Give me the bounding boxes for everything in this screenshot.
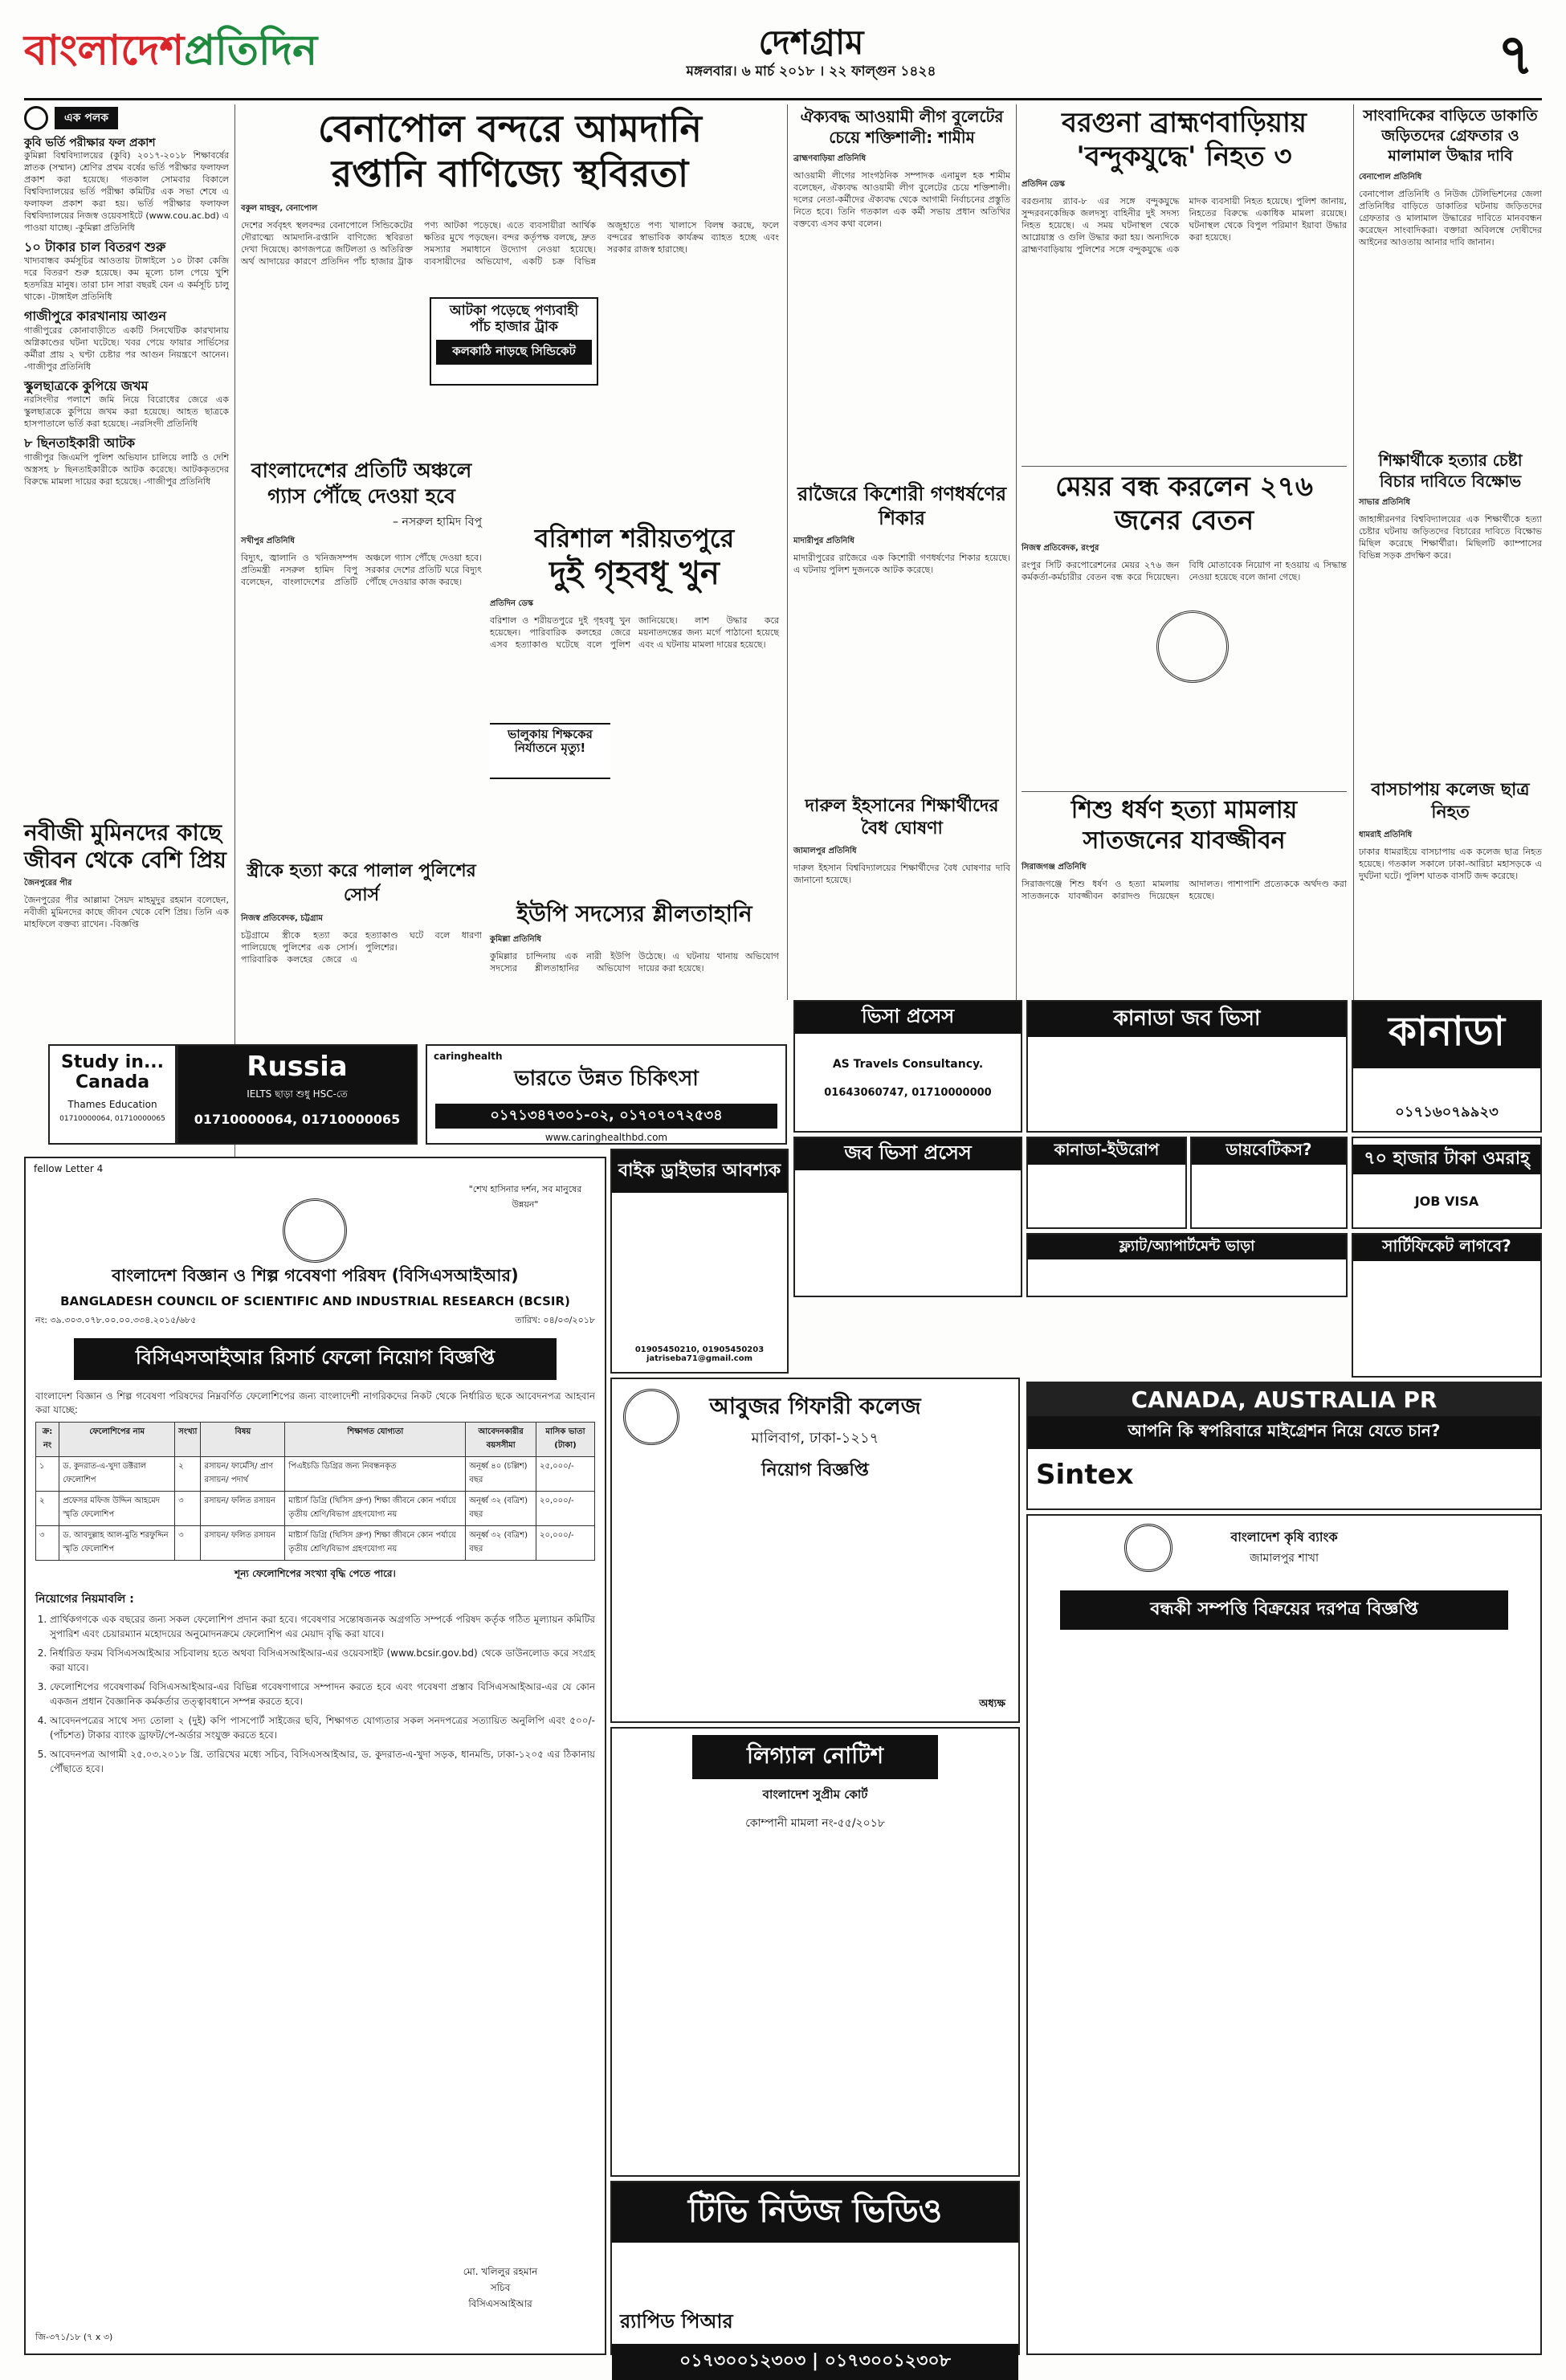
ad-title: কানাডা-ইউরোপ [1028,1138,1185,1165]
ad-canada-big[interactable] [1352,1000,1542,1133]
signatory-title: সচিব [490,2282,511,2293]
article-oikyabaddho[interactable] [793,106,1010,467]
column-rule [787,104,788,1000]
brief-item-title: গাজীপুরে কারখানায় আগুন [24,308,167,325]
bcsir-memo: নং: ৩৯.৩০৩.০৭৮.০০.০০.৩৩৪.২০১৫/৬৮৫ [35,1315,197,1325]
ad-brand: র‌্যাপিড পিআর [620,2310,733,2333]
brief-item-title: ৮ ছিনতাইকারী আটক [24,435,136,451]
bcsir-date: তারিখ: ০৪/০৩/২০১৮ [515,1315,595,1325]
section-divider [1022,791,1347,792]
table-cell: পিএইচডি ডিগ্রির জন্য নিবন্ধনকৃত [285,1457,466,1492]
ad-phone: 01905450210, 01905450203 jatriseba71@gmail.com [634,1345,765,1363]
bank-branch: জামালপুর শাখা [1249,1552,1319,1565]
ad-krishi-bank[interactable] [1026,1514,1542,2355]
section-divider [1022,466,1347,467]
barishal-callout [490,723,610,779]
column-rule [1353,104,1354,1000]
article-body: দেশের সর্ববৃহৎ স্থলবন্দর বেনাপোলে সিন্ডিকেটের দৌরাত্ম্যে আমদানি-রপ্তানি বাণিজ্যে স্থবিরতা দেখা দিয়েছে। কাগজপত্রে জটিলতা ও অতিরিক্ত অর্থ আদায়ের কারণে প্রতিদিন পাঁচ হাজার ট্রাক পণ্য আটকা পড়েছে। এতে ব্যবসায়ীরা আর্থিক ক্ষতির মুখে পড়ছেন। বন্দর কর্তৃপক্ষ বলছে, দ্রুত সমস্যার সমাধানে উদ্যোগ নেওয়া হয়েছে। ব্যবসায়ীদের অভিযোগ, একটি চক্র বিভিন্ন অজুহাতে পণ্য খালাসে বিলম্ব করছে, ফলে বন্দরের স্বাভাবিক কার্যক্রম ব্যাহত হচ্ছে এবং সরকার রাজস্ব হারাচ্ছে। [241,220,779,267]
article-headline: ইউপি সদস্যের শ্লীলতাহানি [516,900,752,927]
ad-title: আবুজর গিফারী কলেজ [709,1393,921,1419]
brief-item-title: কুবি ভর্তি পরীক্ষার ফল প্রকাশ [24,137,156,149]
article-headline: সাংবাদিকের বাড়িতে ডাকাতি জড়িতদের গ্রেফতার ও মালামাল উদ্ধার দাবি [1363,107,1538,165]
brief-item-body: গাজীপুর জিএমপি পুলিশ অভিযান চালিয়ে লাঠি ও দেশি অস্ত্রসহ ৮ ছিনতাইকারীকে আটক করেছে। আটককৃতদের বিরুদ্ধে মামলা দায়ের করা হয়েছে। -গাজীপুর প্রতিনিধি [24,451,229,487]
ad-title: ভিসা প্রসেস [795,1002,1021,1034]
table-header-row [36,1423,595,1457]
ad-title: ভারতে উন্নত চিকিৎসা [514,1067,699,1091]
article-byline: ধামরাই প্রতিনিধি [1359,831,1413,839]
article-teacher[interactable] [1359,450,1542,771]
page-number: ৭ [1497,22,1534,88]
brief-item [24,309,229,372]
table-header: শিক্ষাগত যোগ্যতা [285,1423,466,1457]
column-rule [1016,104,1017,1000]
table-cell: ২৫,০০০/- [536,1457,595,1492]
article-byline: জামালপুর প্রতিনিধি [793,847,857,855]
ad-sub: মালিবাগ, ঢাকা-১২১৭ [751,1430,879,1447]
article-body: দারুল ইহসান বিশ্ববিদ্যালয়ের শিক্ষার্থীদের বৈধ ঘোষণার দাবি জানানো হয়েছে। [793,863,1010,885]
article-byline: ব্রাহ্মণবাড়িয়া প্রতিনিধি [793,154,867,163]
table-header: ফেলোশিপের নাম [59,1423,175,1457]
bcsir-table-wrap [26,1422,605,1561]
ad-visa-process[interactable] [793,1000,1022,1133]
ad-title: টিভি নিউজ ভিডিও [612,2182,1018,2243]
ad-brand: caringhealth [434,1051,503,1062]
bank-org: বাংলাদেশ কৃষি ব্যাংক [1230,1529,1338,1545]
city-corporation-seal-icon [1156,610,1229,683]
table-cell: মাষ্টার্স ডিগ্রি (থিসিস গ্রুপ) শিক্ষা জীবনে কোন পর্যায়ে তৃতীয় শ্রেণি/বিভাগ গ্রহণযোগ্য নয় [285,1492,466,1526]
article-byline: নিজস্ব প্রতিবেদক, চট্টগ্রাম [241,914,323,923]
article-rajoir[interactable] [793,482,1010,787]
ad-phone: ০১৭১৬০৭৯৯২৩ [1395,1104,1499,1121]
article-bus[interactable] [1359,779,1542,996]
bcsir-quote: "শেখ হাসিনার দর্শন, সব মানুষের উন্নয়ন" [468,1184,582,1210]
signatory-name: মো. খলিলুর রহমান [463,2266,538,2277]
bcsir-note: শূন্য ফেলোশিপের সংখ্যা বৃদ্ধি পেতে পারে। [234,1568,396,1579]
article-barishal[interactable] [490,522,779,867]
table-cell: ২ [36,1492,59,1526]
callout-line: কলকাঠি নাড়ছে সিন্ডিকেট [436,340,592,365]
section-title: দেশগ্রাম [758,22,864,62]
article-headline: রপ্তানি বাণিজ্যে স্থবিরতা [331,152,689,195]
ad-canada-job-visa[interactable] [1026,1000,1348,1133]
article-headline: নবীজী মুমিনদের কাছে জীবন থেকে বেশি প্রিয় [24,819,226,873]
brief-item-body: গাজীপুরের কোনাবাড়ীতে একটি সিনথেটিক কারখানায় অগ্নিকাণ্ডের ঘটনা ঘটেছে। খবর পেয়ে ফায়ার সার্ভিসের কর্মীরা প্রায় ২ ঘণ্টা চেষ্টার পর আগুন নিয়ন্ত্রণে আনেন। -গাজীপুর প্রতিনিধি [24,325,229,372]
ad-abujar-college[interactable] [610,1378,1020,1723]
article-byline: বেনাপোল প্রতিনিধি [1359,173,1422,182]
table-cell: মাষ্টার্স ডিগ্রি (থিসিস গ্রুপ) শিক্ষা জীবনে কোন পর্যায়ে তৃতীয় শ্রেণি/বিভাগ গ্রহণযোগ্য নয় [285,1526,466,1561]
bcsir-memo-row [26,1308,605,1333]
ad-job-visa-process[interactable] [793,1137,1022,1297]
ad-phone: ০১৭৩০০১২৩০৩ | ০১৭৩০০১২৩০৮ [612,2344,1018,2380]
ad-sub: বাংলাদেশ সুপ্রীম কোর্ট [762,1787,868,1802]
college-logo-icon [623,1389,679,1445]
ad-caring-health[interactable] [426,1044,787,1145]
callout-text: ভালুকায় শিক্ষকের নির্যাতনে মৃত্যু! [508,727,593,756]
table-cell: ড. আবদুল্লাহ আল-মুতি শরফুদ্দিন স্মৃতি ফেলোশিপ [59,1526,175,1561]
brief-logo-icon [24,106,48,130]
article-byline: বকুল মাহবুব, বেনাপোল [241,204,318,213]
bcsir-rule: 2. নির্ধারিত ফরম বিসিএসআইআর সচিবালয় হতে অথবা বিসিএসআইআর-এর ওয়েবসাইট (www.bcsir.gov.bd) থেকে ডাউনলোড করে সংগ্রহ করা যাবে। [50,1646,595,1675]
bcsir-rules [50,1612,595,1776]
table-cell: রসায়ন/ ফলিত রসায়ন [201,1492,285,1526]
ad-heading: নিয়োগ বিজ্ঞপ্তি [761,1460,869,1480]
table-cell: রসায়ন/ ফলিত রসায়ন [201,1526,285,1561]
brief-item-body: নরসিংদীর পলাশে জমি নিয়ে বিরোধের জেরে এক স্কুলছাত্রকে কুপিয়ে জখম করা হয়েছে। আহত ছাত্রকে হাসপাতালে ভর্তি করা হয়েছে। -নরসিংদী প্রতিনিধি [24,394,229,430]
article-body: চট্টগ্রামে স্ত্রীকে হত্যা করে পালিয়েছে পুলিশের এক সোর্স। পারিবারিক কলহের জেরে এ হত্যাকাণ্ড ঘটে বলে ধারণা পুলিশের। [241,930,482,965]
article-body: বেনাপোল প্রতিনিধি ও নিউজ টেলিভিশনের জেলা প্রতিনিধির বাড়িতে ডাকাতির ঘটনায় জড়িতদের গ্রেফতার ও মালামাল উদ্ধারের দাবিতে মানববন্ধন করেছেন সাংবাদিকরা। বক্তারা অবিলম্বে দোষীদের আইনের আওতায় আনার দাবি জানান। [1359,189,1542,247]
bcsir-table [35,1422,595,1561]
ad-sub: JOB VISA [1414,1194,1479,1209]
article-byline: কুমিল্লা প্রতিনিধি [490,935,542,944]
table-cell: ৩ [36,1526,59,1561]
article-byline: নিজস্ব প্রতিবেদক, রংপুর [1022,544,1099,553]
table-cell: ড. কুদরাত-এ-খুদা ডক্টরাল ফেলোশিপ [59,1457,175,1492]
ad-russia[interactable] [177,1044,418,1145]
ad-certificate[interactable] [1352,1233,1542,1378]
article-byline: সাভার প্রতিনিধি [1359,498,1410,507]
ad-title: কানাডা [1353,1002,1540,1068]
ad-canada-europe[interactable] [1026,1137,1187,1229]
article-headline: স্ত্রীকে হত্যা করে পালাল পুলিশের সোর্স [247,861,476,905]
article-headline: 'বন্দুকযুদ্ধে' নিহত ৩ [1076,141,1292,173]
benapole-callout [430,297,598,386]
ad-diabetic[interactable] [1190,1137,1348,1229]
article-body: রংপুর সিটি করপোরেশনের মেয়র ২৭৬ জন কর্মকর্তা-কর্মচারীর বেতন বন্ধ করে দিয়েছেন। বিধি মোতাবেক নিয়োগ না হওয়ায় এ সিদ্ধান্ত নেওয়া হয়েছে বলে জানা গেছে। [1022,560,1347,582]
signatory-org: বিসিএসআইআর [468,2298,532,2309]
ad-url: www.caringhealthbd.com [544,1132,668,1143]
ad-phone: 01710000064, 01710000065 [59,1115,165,1123]
article-headline: বাংলাদেশের প্রতিটি অঞ্চলে গ্যাস পৌঁছে দেওয়া হবে [251,459,472,508]
article-barguna[interactable] [1022,106,1347,459]
article-byline: মাদারীপুর প্রতিনিধি [793,537,854,545]
ad-tv-news[interactable] [610,2181,1020,2371]
article-journalist[interactable] [1359,106,1542,443]
table-cell: অনূর্ধ্ব ৩২ (বত্রিশ) বছর [466,1526,536,1561]
ad-phone: 01710000064, 01710000065 [194,1112,401,1127]
article-headline: শিশু ধর্ষণ হত্যা মামলায় সাতজনের যাবজ্জীবন [1071,796,1298,855]
article-gas[interactable] [241,458,482,851]
ad-brand: Thames Education [67,1099,157,1110]
table-cell: প্রফেসর মফিজ উদ্দিন আহমেদ স্মৃতি ফেলোশিপ [59,1492,175,1526]
article-body: জাহাঙ্গীরনগর বিশ্ববিদ্যালয়ের এক শিক্ষার্থীকে হত্যা চেষ্টার ঘটনায় জড়িতদের বিচারের দাবিতে বিক্ষোভ মিছিল করেছে শিক্ষার্থীরা। মিছিলটি ক্যাম্পাসের বিভিন্ন সড়ক প্রদক্ষিণ করে। [1359,514,1542,561]
ad-title: Russia [247,1051,348,1083]
article-child[interactable] [1022,795,1347,996]
ad-flat-rent[interactable] [1026,1233,1348,1297]
article-benapole[interactable] [241,106,779,451]
article-headline: রাজৈরে কিশোরী গণধর্ষণের শিকার [797,483,1007,529]
ad-sub: AS Travels Consultancy. [832,1058,984,1071]
article-up[interactable] [490,900,779,1044]
table-header: ক্র: নং [36,1423,59,1457]
table-cell: ২০,০০০/- [536,1526,595,1561]
article-headline: শিক্ষার্থীকে হত্যার চেষ্টা বিচার দাবিতে বিক্ষোভ [1378,451,1523,491]
table-cell: ১ [36,1457,59,1492]
article-body: সিরাজগঞ্জে শিশু ধর্ষণ ও হত্যা মামলায় সাতজনকে যাবজ্জীবন কারাদণ্ড দিয়েছেন আদালত। পাশাপাশি প্রত্যেককে অর্থদণ্ড করা হয়েছে। [1022,879,1347,901]
bcsir-rule: 1. প্রার্থিকগণকে এক বছরের জন্য সকল ফেলোশিপ প্রদান করা হবে। গবেষণার সন্তোষজনক অগ্রগতি সম্পর্কে পরিষদ কর্তৃক গঠিত মূল্যায়ন কমিটির সুপারিশ এবং চেয়ারম্যান মহোদয়ের অনুমোদনক্রমে ফেলোশিপ এর মেয়াদ বৃদ্ধি করা যাবে। [50,1612,595,1641]
bcsir-ref: fellow Letter 4 [34,1163,104,1174]
logo-part-2: প্রতিদিন [184,27,318,75]
brief-item [24,137,229,234]
newspaper-logo[interactable] [24,18,317,88]
article-darul[interactable] [793,795,1010,996]
bank-logo-icon [1124,1524,1172,1572]
ad-title: সার্টিফিকেট লাগবে? [1353,1235,1540,1261]
article-body: আওয়ামী লীগের সাংগঠনিক সম্পাদক এনামুল হক শামীম বলেছেন, ঐক্যবদ্ধ আওয়ামী লীগ বুলেটের চেয়ে শক্তিশালী। দলের নেতা-কর্মীদের ঐক্যবদ্ধ থেকে আগামী নির্বাচনের প্রস্তুতি নিতে হবে। তিনি গতকাল এক কর্মী সভায় প্রধান অতিথির বক্তব্যে এসব কথা বলেন। [793,170,1010,229]
article-nabiji[interactable] [24,819,229,1008]
article-headline: দারুল ইহসানের শিক্ষার্থীদের বৈধ ঘোষণা [805,796,999,839]
ad-phone: ০১৭১৩৪৭৩০১-০২, ০১৭০৭০৭২৫৩৪ [435,1104,777,1129]
bcsir-org-en: BANGLADESH COUNCIL OF SCIENTIFIC AND INDUSTRIAL RESEARCH (BCSIR) [60,1294,570,1308]
ad-thames-canada[interactable] [48,1044,177,1145]
ad-title: জব ভিসা প্রসেস [795,1138,1021,1170]
article-headline: বরিশাল শরীয়তপুরে [534,523,735,553]
ad-title: ডায়বেটিকস? [1192,1138,1346,1165]
table-cell: ২ [175,1457,201,1492]
article-headline: বেনাপোল বন্দরে আমদানি [317,107,703,150]
article-byline: জৈনপুরের পীর [24,879,72,888]
bcsir-intro: বাংলাদেশ বিজ্ঞান ও শিল্প গবেষণা পরিষদের নিম্নবর্ণিত ফেলোশিপের জন্য বাংলাদেশী নাগরিকদের নিকট থেকে নির্ধারিত ছকে আবেদনপত্র আহবান করা যাচ্ছে: [35,1390,595,1415]
bcsir-rule: 5. আবেদনপত্র আগামী ২৫.০৩.২০১৮ খ্রি. তারিখের মধ্যে সচিব, বিসিএসআইআর, ড. কুদরাত-এ-খুদা সড়ক, ধানমন্ডি, ঢাকা-১২০৫ এর ঠিকানায় পৌঁছাতে হবে। [50,1747,595,1776]
ad-sub: আপনি কি স্বপরিবারে মাইগ্রেশন নিয়ে যেতে চান? [1028,1416,1540,1449]
ad-brand: Sintex [1036,1459,1134,1491]
brief-header-label: এক পলক [55,107,118,129]
ad-title: বাইক ড্রাইভার আবশ্যক [612,1150,787,1193]
brief-item [24,240,229,303]
bcsir-rule: 3. ফেলোশিপের গবেষণাকর্ম বিসিএসআইআর-এর বিভিন্ন গবেষণাগারে সম্পাদন করতে হবে এবং গবেষণা প্রস্তাব বিসিএসআইআর-এর যে কোন একজন প্রধান বৈজ্ঞানিক কর্মকর্তার তত্ত্বাবধানে সম্পন্ন করতে হবে। [50,1680,595,1708]
masthead-rule [24,98,1542,100]
ad-sub: IELTS ছাড়া শুধু HSC-তে [247,1088,348,1100]
brief-item-body: কুমিল্লা বিশ্ববিদ্যালয়ের (কুবি) ২০১৭-২০১৮ শিক্ষাবর্ষের স্নাতক (সম্মান) শ্রেণির প্রথম বর্ষের ভর্তি পরীক্ষার ফলাফল প্রকাশ করা হয়েছে। গতকাল সোমবার বিকালে বিশ্ববিদ্যালয়ের ভর্তি পরীক্ষা কমিটির এক সভা শেষে এ ফলাফল প্রকাশ করা হয়। ভর্তি পরীক্ষার ফলাফল বিশ্ববিদ্যালয়ের নিজস্ব ওয়েবসাইটে (www.cou.ac.bd) এ পাওয়া যাচ্ছে। -কুমিল্লা প্রতিনিধি [24,150,229,234]
bcsir-org-bn: বাংলাদেশ বিজ্ঞান ও শিল্প গবেষণা পরিষদ (বিসিএসআইআর) [112,1266,519,1285]
article-byline: প্রতিদিন ডেস্ক [490,599,534,608]
article-body: বরগুনায় র‌্যাব-৮ এর সঙ্গে বন্দুকযুদ্ধে সুন্দরবনকেন্দ্রিক জলদস্যু বাহিনীর দুই সদস্য নিহত হয়েছে। এ সময় ঘটনাস্থল থেকে আগ্নেয়াস্ত্র ও গুলি উদ্ধার করা হয়। অন্যদিকে ব্রাহ্মণবাড়িয়ায় পুলিশের সঙ্গে বন্দুকযুদ্ধে এক মাদক ব্যবসায়ী নিহত হয়েছে। পুলিশ জানায়, নিহতের বিরুদ্ধে একাধিক মামলা রয়েছে। ঘটনাস্থল থেকে বিপুল পরিমাণ ইয়াবা উদ্ধার করা হয়েছে। [1022,196,1347,255]
article-body: কুমিল্লার চান্দিনায় এক নারী ইউপি সদস্যের শ্লীলতাহানির অভিযোগ উঠেছে। এ ঘটনায় থানায় অভিযোগ দায়ের করা হয়েছে। [490,951,779,974]
table-row [36,1457,595,1492]
table-header: সংখ্যা [175,1423,201,1457]
article-subheadline: – নসরুল হামিদ বিপু [393,516,482,529]
ad-bike-driver[interactable] [610,1149,789,1374]
bank-title: বন্ধকী সম্পত্তি বিক্রয়ের দরপত্র বিজ্ঞপ্তি [1060,1590,1508,1630]
brief-item [24,379,229,430]
table-row [36,1492,595,1526]
issue-date: মঙ্গলবার। ৬ মার্চ ২০১৮ । ২২ ফাল্গুন ১৪২৪ [686,63,936,80]
article-headline: বাসচাপায় কলেজ ছাত্র নিহত [1371,780,1530,823]
callout-line: আটকা পড়েছে পণ্যবাহী [449,303,579,319]
brief-item-body: খাদ্যবান্ধব কর্মসূচির আওতায় টাঙ্গাইলে ১০ টাকা কেজি দরে বিতরণ শুরু হয়েছে। কম মূল্যে চাল পেয়ে খুশি হতদরিদ্র মানুষ। তারা চান সারা বছরই যেন এ কর্মসূচি চালু থাকে। -টাঙ্গাইল প্রতিনিধি [24,255,229,303]
callout-line: পাঁচ হাজার ট্রাক [470,318,558,335]
article-body: বরিশাল ও শরীয়তপুরে দুই গৃহবধূ খুন হয়েছেন। পারিবারিক কলহের জেরে এসব হত্যাকাণ্ড ঘটেছে বলে পুলিশ জানিয়েছে। লাশ উদ্ধার করে ময়নাতদন্তের জন্য মর্গে পাঠানো হয়েছে এবং এ ঘটনায় মামলা দায়ের হয়েছে। [490,615,779,650]
article-body: মাদারীপুরের রাজৈরে এক কিশোরী গণধর্ষণের শিকার হয়েছে। এ ঘটনায় পুলিশ দুজনকে আটক করেছে। [793,553,1010,575]
table-header: বিষয় [201,1423,285,1457]
article-byline: প্রতিদিন ডেস্ক [1022,180,1066,189]
brief-item-title: স্কুলছাত্রকে কুপিয়ে জখম [24,378,149,394]
table-cell: ২০,০০০/- [536,1492,595,1526]
table-cell: অনূর্ধ্ব ৩২ (বত্রিশ) বছর [466,1492,536,1526]
bcsir-circular[interactable] [24,1157,606,2355]
article-body: জৈনপুরের পীর আল্লামা সৈয়দ মাহমুদুর রহমান বলেছেন, নবীজী মুমিনদের কাছে জীবন থেকে বেশি প্রিয়। তিনি এক মাহফিলে বক্তব্য রাখেন। -বিজ্ঞপ্তি [24,895,229,929]
masthead [24,11,1542,100]
table-cell: ৩ [175,1492,201,1526]
ad-title: CANADA, AUSTRALIA PR [1028,1383,1540,1416]
table-cell: ৩ [175,1526,201,1561]
brief-header [24,106,229,130]
brief-column [24,106,229,909]
table-header: আবেদনকারীর বয়সসীমা [466,1423,536,1457]
brief-item-title: ১০ টাকার চাল বিতরণ শুরু [24,239,166,255]
article-headline: বরগুনা ব্রাহ্মণবাড়িয়ায় [1062,107,1307,139]
table-cell: রসায়ন/ ফার্মেসি/ প্রাণ রসায়ন/ পদার্থ [201,1457,285,1492]
bcsir-signature [420,2265,581,2313]
ad-title: কানাডা জব ভিসা [1028,1002,1346,1037]
ad-signature: অধ্যক্ষ [979,1698,1005,1710]
table-header: মাসিক ভাতা (টাকা) [536,1423,595,1457]
article-headline: দুই গৃহবধূ খুন [549,555,720,592]
ad-title: Study in... Canada [60,1052,165,1092]
bcsir-title: বিসিএসআইআর রিসার্চ ফেলো নিয়োগ বিজ্ঞপ্তি [74,1338,557,1380]
article-wife[interactable] [241,859,482,1044]
bcsir-code: জি-৩৭১/১৮ (৭ x ৩) [35,2332,113,2342]
ad-legal-notice[interactable] [610,1727,1020,2177]
ad-canada-australia-pr[interactable] [1026,1382,1542,1510]
table-row [36,1526,595,1561]
bcsir-rule: 4. আবেদনপত্রের সাথে সদ্য তোলা ২ (দুই) কপি পাসপোর্ট সাইজের ছবি, শিক্ষাগত যোগ্যতার সকল সনদপত্রের সত্যায়িত অনুলিপি এবং ৫০০/- (পাঁচশত) টাকার ব্যাংক ড্রাফট/পে-অর্ডার সংযুক্ত করতে হবে। [50,1713,595,1742]
brief-item [24,436,229,487]
article-body: বিদ্যুৎ, জ্বালানি ও খনিজসম্পদ প্রতিমন্ত্রী নসরুল হামিদ বিপু বলেছেন, বাংলাদেশের প্রতিটি অঞ্চলে গ্যাস পৌঁছে দেওয়া হবে। সরকার দেশের প্রতিটি ঘরে বিদ্যুৎ পৌঁছে দেওয়ার কাজ করছে। [241,553,482,587]
ad-case: কোম্পানী মামলা নং-৫৫/২০১৮ [745,1817,885,1830]
bcsir-rules-title: নিয়োগের নিয়মাবলি : [35,1593,134,1606]
article-headline: মেয়র বন্ধ করলেন ২৭৬ জনের বেতন [1055,471,1313,537]
bcsir-logo-icon [283,1198,347,1263]
ad-phone: 01643060747, 01710000000 [824,1087,992,1099]
table-cell: অনূর্ধ্ব ৪০ (চল্লিশ) বছর [466,1457,536,1492]
article-byline: সখীপুর প্রতিনিধি [241,537,295,545]
logo-part-1: বাংলাদেশ [24,27,185,75]
article-body: ঢাকার ধামরাইয়ে বাসচাপায় এক কলেজ ছাত্র নিহত হয়েছে। গতকাল সকালে ঢাকা-আরিচা মহাসড়কে এ দুর্ঘটনা ঘটে। পুলিশ ঘাতক বাসটি জব্দ করেছে। [1359,847,1542,881]
ad-omrah[interactable] [1352,1137,1542,1229]
article-byline: সিরাজগঞ্জ প্রতিনিধি [1022,863,1087,872]
ad-title: লিগ্যাল নোটিশ [692,1735,938,1779]
article-headline: ঐক্যবদ্ধ আওয়ামী লীগ বুলেটের চেয়ে শক্তিশালী: শামীম [800,107,1004,147]
ad-title: ৭০ হাজার টাকা ওমরাহ্ [1353,1145,1540,1174]
ad-title: ফ্ল্যাট/অ্যাপার্টমেন্ট ভাড়া [1028,1235,1346,1259]
